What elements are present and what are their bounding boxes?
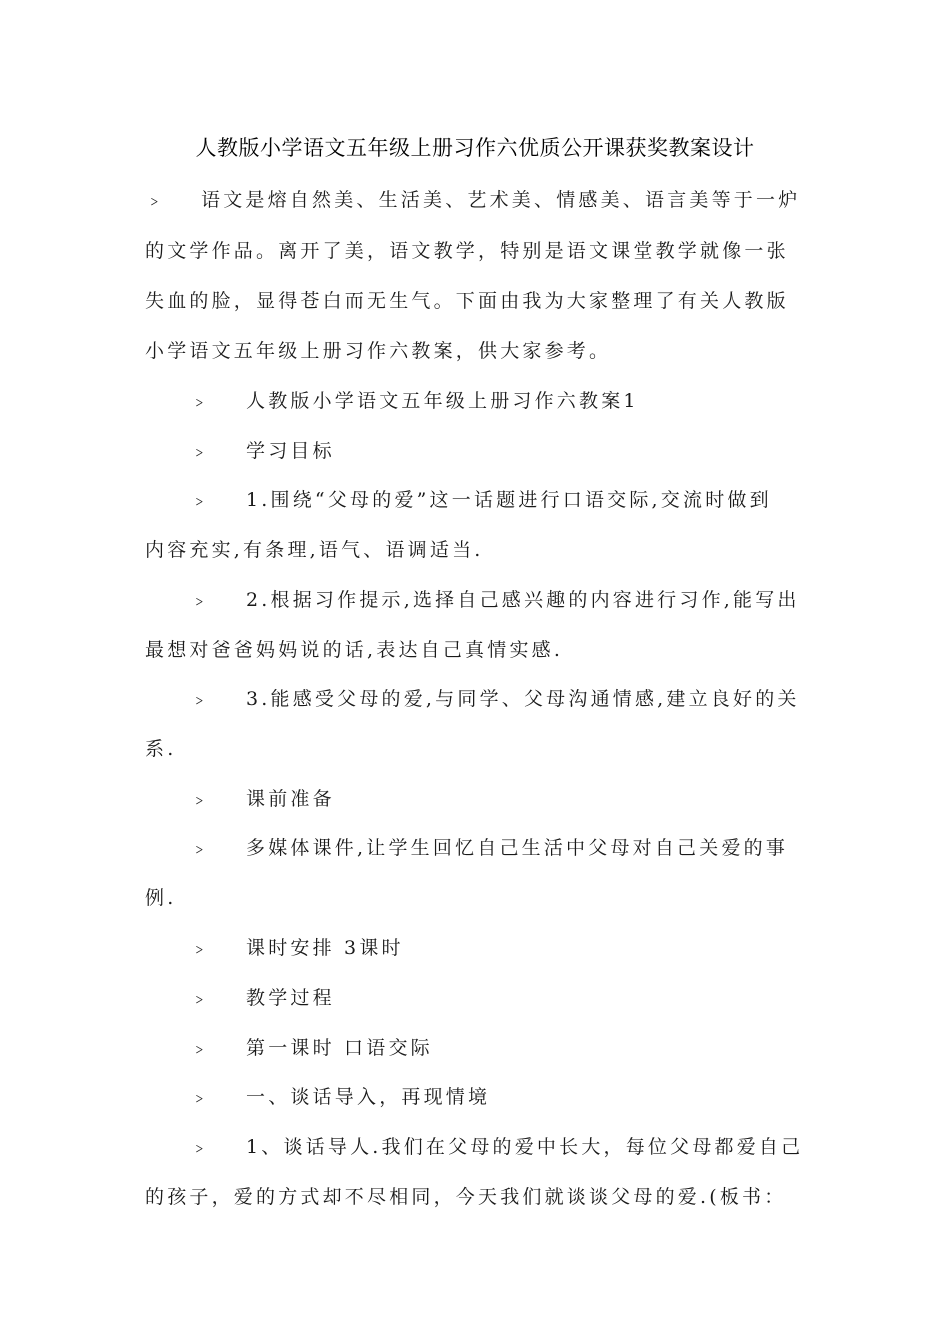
bullet-marker: ﹥ [190, 590, 212, 611]
bullet-marker: ﹥ [190, 1038, 212, 1059]
line-text: 最想对爸爸妈妈说的话,表达自己真情实感. [145, 639, 564, 661]
paragraph-line [145, 933, 810, 964]
line-text: 例. [145, 887, 177, 909]
paragraph-line [145, 784, 810, 815]
line-text: 小学语文五年级上册习作六教案，供大家参考。 [145, 340, 612, 362]
paragraph-line [145, 883, 810, 913]
bullet-marker: ﹥ [190, 490, 212, 511]
line-text: 语文是熔自然美、生活美、艺术美、情感美、语言美等于一炉 [201, 189, 801, 211]
bullet-marker: ﹥ [190, 391, 212, 412]
bullet-marker: ﹥ [190, 988, 212, 1009]
bullet-marker: ﹥ [190, 1137, 212, 1158]
line-text: 课前准备 [246, 788, 335, 810]
bullet-marker: ﹥ [190, 689, 212, 710]
line-text: 一、谈话导入，再现情境 [246, 1086, 491, 1108]
paragraph-line [145, 833, 810, 864]
bullet-marker: ﹥ [190, 441, 212, 462]
line-text: 3.能感受父母的爱,与同学、父母沟通情感,建立良好的关 [246, 688, 800, 710]
paragraph-line [145, 684, 810, 715]
document-title: 人教版小学语文五年级上册习作六优质公开课获奖教案设计 [195, 136, 755, 160]
paragraph-line [145, 585, 810, 616]
paragraph-line [145, 185, 810, 216]
bullet-marker: ﹥ [190, 938, 212, 959]
paragraph-line [145, 386, 810, 417]
bullet-marker: ﹥ [145, 190, 167, 211]
paragraph-line [145, 1182, 810, 1212]
paragraph-line [145, 535, 810, 565]
bullet-marker: ﹥ [190, 789, 212, 810]
line-text: 多媒体课件,让学生回忆自己生活中父母对自己关爱的事 [246, 837, 789, 859]
paragraph-line [145, 236, 810, 266]
line-text: 失血的脸，显得苍白而无生气。下面由我为大家整理了有关人教版 [145, 290, 789, 312]
paragraph-line [145, 635, 810, 665]
line-text: 的孩子，爱的方式却不尽相同，今天我们就谈谈父母的爱.(板书： [145, 1186, 787, 1208]
bullet-marker: ﹥ [190, 1087, 212, 1108]
line-text: 1、谈话导人.我们在父母的爱中长大，每位父母都爱自己 [246, 1136, 804, 1158]
line-text: 教学过程 [246, 987, 335, 1009]
paragraph-line [145, 1082, 810, 1113]
paragraph-line [145, 286, 810, 316]
line-text: 1.围绕“父母的爱”这一话题进行口语交际,交流时做到 [246, 489, 772, 511]
line-text: 课时安排 3课时 [246, 937, 404, 959]
line-text: 系. [145, 738, 177, 760]
bullet-marker: ﹥ [190, 838, 212, 859]
line-text: 的文学作品。离开了美，语文教学，特别是语文课堂教学就像一张 [145, 240, 789, 262]
paragraph-line [145, 1132, 810, 1163]
line-text: 内容充实,有条理,语气、语调适当. [145, 539, 484, 561]
line-text: 人教版小学语文五年级上册习作六教案1 [246, 390, 639, 412]
paragraph-line [145, 436, 810, 467]
line-text: 第一课时 口语交际 [246, 1037, 433, 1059]
line-text: 学习目标 [246, 440, 335, 462]
line-text: 2.根据习作提示,选择自己感兴趣的内容进行习作,能写出 [246, 589, 800, 611]
paragraph-line [145, 485, 810, 516]
paragraph-line [145, 734, 810, 764]
paragraph-line [145, 336, 810, 366]
paragraph-line [145, 1033, 810, 1064]
paragraph-line [145, 983, 810, 1014]
